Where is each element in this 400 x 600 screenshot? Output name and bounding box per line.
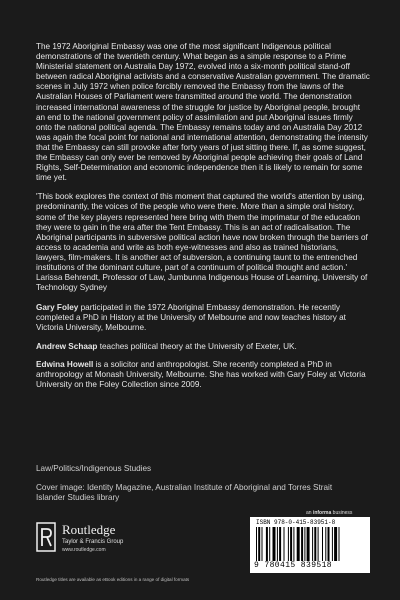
subject-category: Law/Politics/Indigenous Studies (36, 464, 152, 473)
publisher-group: Taylor & Francis Group (62, 539, 124, 545)
isbn-label: ISBN 978-0-415-83951-8 (256, 519, 336, 526)
publisher-logo (36, 522, 126, 560)
author-name: Edwina Howell (36, 359, 94, 369)
author-bio-foley (36, 303, 370, 333)
author-bio-text: is a solicitor and anthropologist. She recently completed a PhD in anthropology at Monash University, Melbourne. She has worked with Gary Foley at Victoria University on the Foley Collection since 2009. (36, 359, 366, 389)
cover-image-credit: Cover image: Identity Magazine, Australian Institute of Aboriginal and Torres Strait Islander Studies library (36, 483, 333, 502)
barcode-icon (256, 527, 364, 561)
author-name: Gary Foley (36, 303, 79, 313)
author-bio-howell (36, 360, 370, 390)
isbn-barcode (250, 517, 370, 573)
author-bio-text: teaches political theory at the University of Exeter, UK. (97, 341, 297, 351)
routledge-r-icon (36, 522, 56, 552)
ebook-note: Routledge titles are available as eBook editions in a range of digital formats (36, 577, 190, 582)
author-bio-schaap (36, 342, 370, 352)
author-bio-text: participated in the 1972 Aboriginal Embassy demonstration. He recently completed a PhD in History at the University of Melbourne and now teaches history at Victoria University, Melbourne. (36, 303, 346, 333)
book-blurb: The 1972 Aboriginal Embassy was one of the most significant Indigenous political demonstrations of the twentieth century. What began as a simple response to a Prime Ministerial statement on Australia Day 1972, evolved into a six-month political stand-off between radical Aboriginal activists and a conservative Australian government. The dramatic scenes in July 1972 when police forcibly removed the Embassy from the lawns of the Australian Houses of Parliament were transmitted around the world. The demonstration increased international awareness of the struggle for justice by Aboriginal people, brought an end to the national government policy of assimilation and put Aboriginal issues firmly onto the national political agenda. The Embassy remains today and on Australia Day 2012 was again the focal point for national and international attention, demonstrating the intensity that the Embassy can still provoke after forty years of just sitting there. If, as some suggest, the Embassy can only ever be removed by Aboriginal people achieving their goals of Land Rights, Self-Determination and economic independence then it is likely to remain for some time yet. (36, 42, 370, 183)
barcode-number: 9 780415 839518 (254, 561, 333, 570)
endorsement-quote: 'This book explores the context of this moment that captured the world's attention by using, predominantly, the voices of the people who were there. More than a simple oral history, some of the key players represented here bring with them the imprimatur of the education they were to gain in the era after the Tent Embassy. This is an act of radicalisation. The Aboriginal participants in subversive political action have now broken through the barriers of access to academia and write as both eye-witnesses and also as trained historians, lawyers, film-makers. It is another act of subversion, a continuing taunt to the entrenched institutions of the dominant culture, part of a continuum of political thought and action.' Larissa Behrendt, Professor of Law, Jumbunna Indigenous House of Learning, University of Technology Sydney (36, 192, 368, 293)
publisher-url: www.routledge.com (62, 547, 106, 553)
publisher-name: Routledge (62, 522, 116, 537)
informa-business-label: an informa business (306, 510, 353, 516)
back-cover-text (36, 42, 370, 398)
author-name: Andrew Schaap (36, 341, 98, 351)
